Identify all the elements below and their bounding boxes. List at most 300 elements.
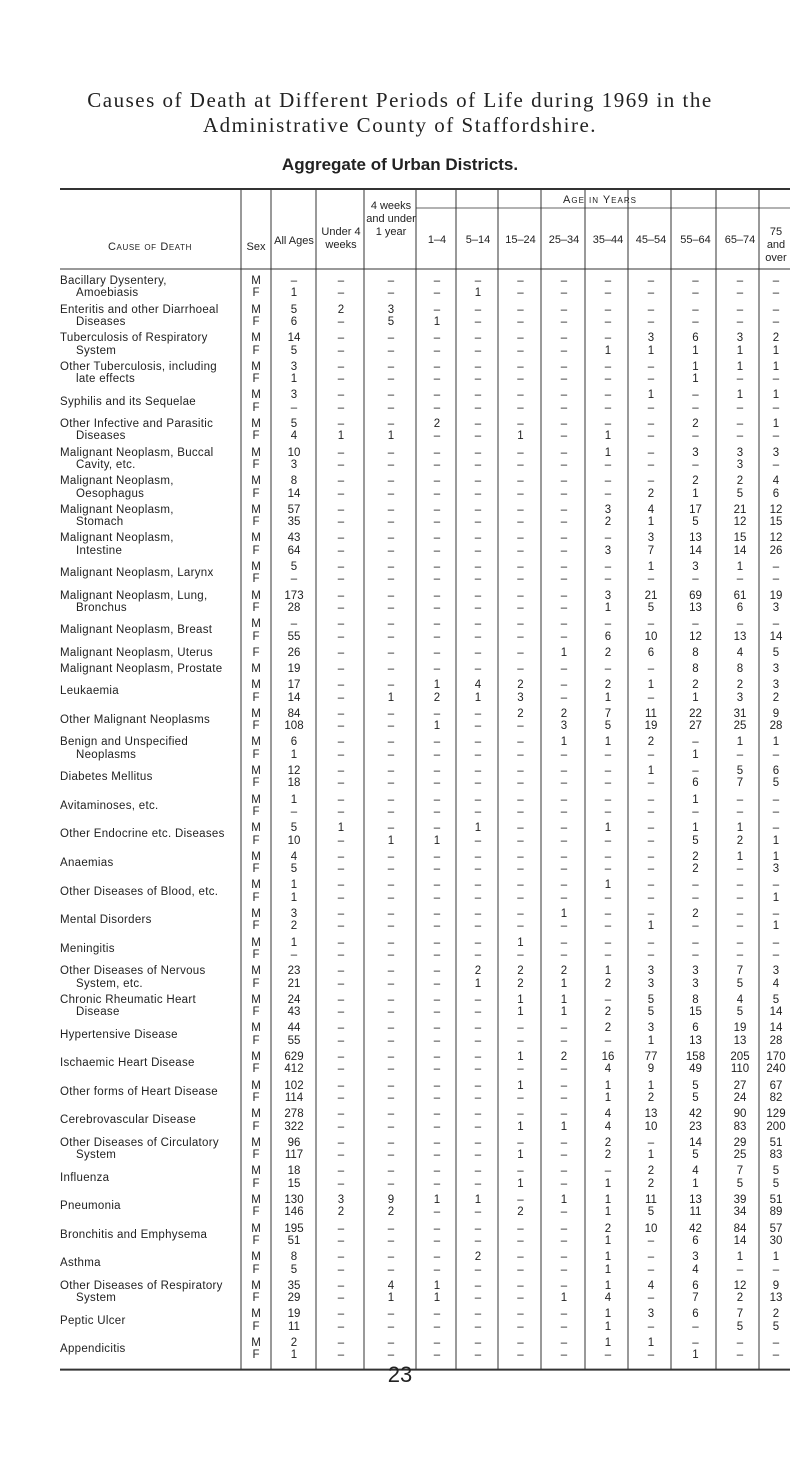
table-cell: – (692, 430, 699, 443)
table-cell: 6 (692, 1022, 699, 1035)
table-cell: – (387, 993, 395, 1006)
table-cell: – (517, 822, 524, 835)
table-cell: – (474, 589, 482, 602)
table-cell: – (290, 949, 298, 961)
sex-cell: M (251, 707, 261, 720)
table-cell: – (647, 573, 655, 586)
table-cell: – (337, 1092, 345, 1104)
table-cell: – (560, 936, 568, 949)
table-cell: – (560, 1235, 568, 1247)
table-cell: – (517, 418, 524, 430)
table-cell: 2 (387, 1206, 395, 1219)
table-cell: – (692, 920, 699, 933)
table-cell: 1 (604, 822, 612, 835)
table-cell: 5 (736, 977, 744, 990)
table-cell: – (387, 977, 395, 990)
table-cell: – (474, 748, 482, 761)
table-cell: 1 (433, 1279, 441, 1292)
table-cell: 1 (290, 879, 298, 892)
table-cell: – (387, 1165, 395, 1178)
table-cell: 1 (517, 430, 524, 443)
table-cell: – (692, 936, 699, 949)
table-cell: – (736, 275, 744, 287)
table-cell: – (337, 806, 345, 818)
table-cell: – (387, 618, 395, 631)
cause-label: Meningitis (60, 942, 115, 955)
table-cell: – (560, 765, 568, 777)
sex-cell: F (252, 1006, 260, 1019)
table-cell: – (474, 487, 482, 500)
cause-label: Other Diseases of Blood, etc. (60, 885, 219, 898)
table-cell: – (517, 1108, 524, 1121)
table-cell: 240 (766, 1063, 786, 1076)
table-cell: – (772, 1337, 780, 1349)
table-cell: – (560, 806, 568, 818)
table-cell: – (560, 1222, 568, 1235)
table-cell: 200 (766, 1120, 786, 1133)
table-cell: 5 (692, 1149, 699, 1162)
table-cell: – (474, 834, 482, 847)
table-cell: – (517, 908, 524, 920)
sex-cell: M (251, 532, 261, 545)
table-cell: 19 (769, 589, 783, 602)
cause-label: Cerebrovascular Disease (60, 1114, 197, 1127)
table-cell: – (387, 1006, 395, 1019)
table-cell: – (604, 373, 612, 386)
table-cell: 14 (769, 1022, 783, 1035)
table-cell: 3 (604, 589, 612, 602)
table-cell: – (433, 993, 441, 1006)
table-cell: – (337, 516, 345, 529)
table-cell: – (604, 806, 612, 818)
table-cell: – (387, 765, 395, 777)
table-cell: – (560, 1320, 568, 1333)
table-cell: 1 (604, 430, 612, 443)
header-age-col: 5–14 (465, 234, 491, 246)
table-cell: 84 (287, 707, 301, 720)
table-cell: – (337, 908, 345, 920)
table-cell: 35 (287, 516, 301, 529)
table-cell: 195 (284, 1222, 304, 1235)
table-cell: – (474, 777, 482, 790)
table-cell: 42 (689, 1222, 702, 1235)
table-cell: – (433, 977, 441, 990)
table-cell: – (433, 1206, 441, 1219)
table-cell: – (474, 418, 482, 430)
sex-cell: F (252, 316, 260, 328)
table-cell: 13 (689, 1034, 702, 1047)
sex-cell: F (252, 1263, 260, 1276)
cause-label: Benign and Unspecified (60, 736, 189, 749)
table-cell: – (474, 401, 482, 414)
table-cell: – (433, 891, 441, 904)
table-cell: 3 (772, 965, 780, 978)
table-cell: – (517, 360, 524, 373)
cause-label: Hypertensive Disease (60, 1028, 178, 1041)
table-cell: – (560, 1177, 568, 1190)
table-cell: 2 (604, 679, 612, 692)
table-cell: 1 (604, 1279, 612, 1292)
table-cell: – (387, 646, 395, 659)
table-cell: – (736, 430, 744, 443)
table-cell: 1 (517, 936, 524, 949)
table-cell: – (337, 1279, 345, 1292)
table-cell: 1 (387, 834, 395, 847)
table-cell: 5 (772, 993, 780, 1006)
table-cell: – (387, 1349, 395, 1362)
table-cell: – (433, 736, 441, 749)
table-cell: – (604, 532, 612, 545)
table-cell: 31 (733, 707, 747, 720)
table-cell: 1 (736, 822, 744, 835)
table-cell: 3 (290, 389, 298, 402)
cause-label: Other Diseases of Circulatory (60, 1136, 219, 1149)
header-sex: Sex (246, 241, 266, 253)
table-cell: – (772, 748, 780, 761)
table-cell: 3 (647, 965, 655, 978)
table-cell: 2 (290, 1337, 298, 1349)
table-cell: – (387, 707, 395, 720)
table-cell: – (337, 691, 345, 704)
table-cell: – (736, 401, 744, 414)
table-cell: 2 (647, 1165, 655, 1178)
table-cell: 4 (692, 1263, 699, 1276)
table-cell: – (647, 1292, 655, 1305)
table-cell: – (647, 748, 655, 761)
sex-cell: F (252, 1235, 260, 1247)
table-cell: – (474, 1279, 482, 1292)
table-cell: 1 (337, 822, 345, 835)
sex-cell: F (252, 720, 260, 733)
table-cell: – (517, 720, 524, 733)
table-cell: – (517, 316, 524, 328)
table-cell: – (337, 1022, 345, 1035)
table-cell: – (647, 908, 655, 920)
table-cell: – (604, 561, 612, 573)
table-cell: – (604, 316, 612, 328)
table-cell: – (772, 879, 780, 892)
table-cell: 3 (604, 503, 612, 516)
table-cell: – (560, 748, 568, 761)
table-cell: 2 (474, 965, 482, 978)
table-cell: 5 (736, 1006, 744, 1019)
page-title: Causes of Death at Different Periods of Life during 1969 in the (87, 88, 713, 112)
table-cell: – (560, 401, 568, 414)
table-cell: – (517, 1292, 524, 1305)
table-cell: – (560, 459, 568, 471)
table-cell: 6 (692, 1308, 699, 1321)
table-cell: – (387, 360, 395, 373)
table-cell: – (474, 1177, 482, 1190)
table-cell: 5 (692, 1079, 699, 1092)
table-cell: 2 (692, 863, 699, 876)
table-cell: 4 (290, 430, 298, 443)
table-cell: 3 (647, 1022, 655, 1035)
table-cell: – (517, 1136, 524, 1149)
table-cell: – (387, 1108, 395, 1121)
table-cell: – (474, 316, 482, 328)
table-cell: – (433, 303, 441, 316)
table-cell: 23 (689, 1120, 702, 1133)
table-cell: – (433, 1320, 441, 1333)
table-cell: – (474, 1136, 482, 1149)
table-cell: – (604, 993, 612, 1006)
table-cell: – (736, 1337, 744, 1349)
table-cell: – (433, 332, 441, 345)
table-cell: – (433, 1337, 441, 1349)
table-cell: 1 (604, 1337, 612, 1349)
table-cell: – (517, 1337, 524, 1349)
cause-label: Other forms of Heart Disease (60, 1085, 218, 1098)
table-cell: 1 (772, 360, 780, 373)
table-cell: – (517, 1092, 524, 1104)
table-cell: 2 (337, 303, 345, 316)
cause-label: Bronchitis and Emphysema (60, 1228, 208, 1241)
cause-label: Malignant Neoplasm, (60, 475, 174, 488)
table-cell: – (517, 949, 524, 961)
sex-cell: M (251, 1079, 261, 1092)
table-cell: 1 (692, 344, 699, 357)
table-cell: – (474, 920, 482, 933)
table-cell: – (517, 589, 524, 602)
page-number: 23 (387, 1362, 413, 1387)
table-cell: – (517, 287, 524, 300)
table-cell: – (474, 1120, 482, 1133)
table-cell: – (387, 1136, 395, 1149)
table-cell: – (560, 487, 568, 500)
table-cell: – (433, 401, 441, 414)
table-cell: 1 (474, 1194, 482, 1206)
sex-cell: F (252, 1149, 260, 1162)
table-cell: 1 (560, 1292, 568, 1305)
table-cell: – (560, 1034, 568, 1047)
table-cell: – (517, 475, 524, 488)
table-cell: 4 (604, 1108, 612, 1121)
table-cell: – (772, 573, 780, 586)
table-cell: 1 (772, 850, 780, 863)
table-cell: – (387, 1120, 395, 1133)
table-cell: 14 (287, 332, 301, 345)
table-cell: 3 (772, 663, 780, 675)
sex-cell: M (251, 1136, 261, 1149)
sex-cell: F (252, 401, 260, 414)
table-cell: 4 (772, 475, 780, 488)
table-cell: 8 (290, 475, 298, 488)
table-cell: – (474, 446, 482, 459)
table-cell: 5 (387, 316, 395, 328)
table-cell: 83 (733, 1120, 747, 1133)
table-cell: – (517, 303, 524, 316)
table-cell: – (647, 777, 655, 790)
table-cell: 6 (692, 1235, 699, 1247)
table-cell: – (433, 1079, 441, 1092)
table-cell: 2 (560, 1051, 568, 1063)
table-cell: 51 (769, 1194, 783, 1206)
table-cell: – (560, 303, 568, 316)
sex-cell: M (251, 418, 261, 430)
sex-cell: M (251, 389, 261, 402)
table-cell: 629 (284, 1051, 304, 1063)
table-cell: – (387, 1092, 395, 1104)
table-cell: – (433, 544, 441, 557)
table-cell: – (433, 1222, 441, 1235)
table-cell: 15 (733, 532, 747, 545)
sex-cell: M (251, 908, 261, 920)
table-cell: – (474, 1051, 482, 1063)
table-cell: – (433, 360, 441, 373)
table-cell: – (474, 736, 482, 749)
table-cell: 3 (290, 908, 298, 920)
sex-cell: F (252, 516, 260, 529)
table-cell: – (387, 516, 395, 529)
table-cell: – (604, 663, 612, 675)
table-cell: 5 (290, 1263, 298, 1276)
table-cell: – (772, 618, 780, 631)
table-cell: 1 (433, 1194, 441, 1206)
table-cell: 27 (733, 1079, 747, 1092)
table-cell: – (517, 663, 524, 675)
table-cell: 173 (284, 589, 304, 602)
cause-label: Chronic Rheumatic Heart (60, 993, 197, 1006)
table-cell: – (604, 275, 612, 287)
table-cell: – (772, 822, 780, 835)
table-cell: – (517, 748, 524, 761)
table-cell: 3 (736, 459, 744, 471)
header-age-col: 35–44 (592, 234, 624, 246)
table-cell: 1 (290, 1349, 298, 1362)
table-cell: – (772, 401, 780, 414)
table-cell: – (433, 618, 441, 631)
table-cell: 55 (287, 630, 301, 643)
table-cell: – (736, 863, 744, 876)
sex-cell: M (251, 446, 261, 459)
cause-label: Mental Disorders (60, 914, 152, 927)
cause-label: Diabetes Mellitus (60, 771, 153, 784)
table-cell: 2 (337, 1206, 345, 1219)
table-cell: – (517, 544, 524, 557)
table-cell: – (474, 1165, 482, 1178)
table-cell: 129 (766, 1108, 786, 1121)
table-cell: – (560, 679, 568, 692)
table-cell: 1 (337, 430, 345, 443)
table-cell: – (337, 736, 345, 749)
table-cell: – (560, 891, 568, 904)
table-cell: – (517, 1194, 524, 1206)
table-cell: – (474, 389, 482, 402)
table-cell: 42 (689, 1108, 702, 1121)
table-cell: – (337, 275, 345, 287)
sex-cell: F (252, 630, 260, 643)
table-cell: – (772, 561, 780, 573)
table-cell: – (772, 303, 780, 316)
table-cell: – (517, 516, 524, 529)
table-cell: 83 (769, 1149, 783, 1162)
table-cell: 51 (769, 1136, 783, 1149)
cause-label: Syphilis and its Sequelae (60, 395, 196, 408)
table-cell: – (517, 487, 524, 500)
table-cell: – (337, 777, 345, 790)
table-cell: – (736, 618, 744, 631)
table-cell: – (474, 891, 482, 904)
table-cell: – (387, 418, 395, 430)
table-cell: 17 (287, 679, 301, 692)
table-cell: – (560, 879, 568, 892)
table-cell: – (290, 401, 298, 414)
table-cell: 2 (604, 516, 612, 529)
table-cell: 26 (287, 646, 301, 659)
sex-cell: M (251, 1194, 261, 1206)
table-cell: – (692, 303, 699, 316)
table-cell: – (337, 1051, 345, 1063)
table-cell: – (433, 707, 441, 720)
table-cell: 1 (604, 1308, 612, 1321)
table-cell: – (337, 602, 345, 614)
table-cell: – (474, 646, 482, 659)
table-cell: 1 (560, 1006, 568, 1019)
table-cell: – (560, 1079, 568, 1092)
table-cell: – (647, 1320, 655, 1333)
table-cell: 15 (689, 1006, 702, 1019)
table-cell: 1 (647, 389, 655, 402)
table-cell: – (692, 806, 699, 818)
table-cell: – (337, 1263, 345, 1276)
table-cell: – (772, 373, 780, 386)
sex-cell: M (251, 679, 261, 692)
table-cell: 19 (287, 663, 301, 675)
table-cell: – (387, 602, 395, 614)
table-cell: – (474, 1006, 482, 1019)
table-cell: 18 (287, 1165, 301, 1178)
table-cell: 1 (433, 316, 441, 328)
table-cell: – (290, 806, 298, 818)
table-cell: – (560, 1165, 568, 1178)
cause-label-cont: Amoebiasis (76, 287, 139, 300)
table-cell: – (692, 891, 699, 904)
table-cell: 1 (560, 736, 568, 749)
table-cell: 1 (647, 1034, 655, 1047)
table-cell: 1 (604, 1251, 612, 1264)
table-cell: – (772, 275, 780, 287)
table-cell: 1 (517, 1177, 524, 1190)
table-cell: 1 (736, 736, 744, 749)
table-cell: – (736, 303, 744, 316)
header-age-col: 45–54 (635, 234, 667, 246)
table-cell: – (772, 1349, 780, 1362)
cause-label-cont: Disease (76, 1006, 120, 1019)
table-cell: – (604, 487, 612, 500)
table-cell: 5 (647, 602, 655, 614)
table-cell: – (647, 360, 655, 373)
table-cell: – (604, 863, 612, 876)
table-cell: 1 (772, 736, 780, 749)
sex-cell: M (251, 1165, 261, 1178)
table-cell: – (647, 618, 655, 631)
table-cell: – (433, 459, 441, 471)
table-cell: – (337, 332, 345, 345)
table-cell: 2 (692, 418, 699, 430)
sex-cell: F (252, 373, 260, 386)
table-cell: – (772, 430, 780, 443)
cause-label: Anaemias (60, 857, 114, 869)
table-cell: – (560, 475, 568, 488)
table-cell: 110 (730, 1063, 750, 1076)
table-cell: 3 (560, 720, 568, 733)
table-cell: – (692, 459, 699, 471)
table-cell: – (474, 1235, 482, 1247)
table-cell: – (560, 1337, 568, 1349)
table-cell: – (474, 430, 482, 443)
table-cell: 1 (387, 691, 395, 704)
